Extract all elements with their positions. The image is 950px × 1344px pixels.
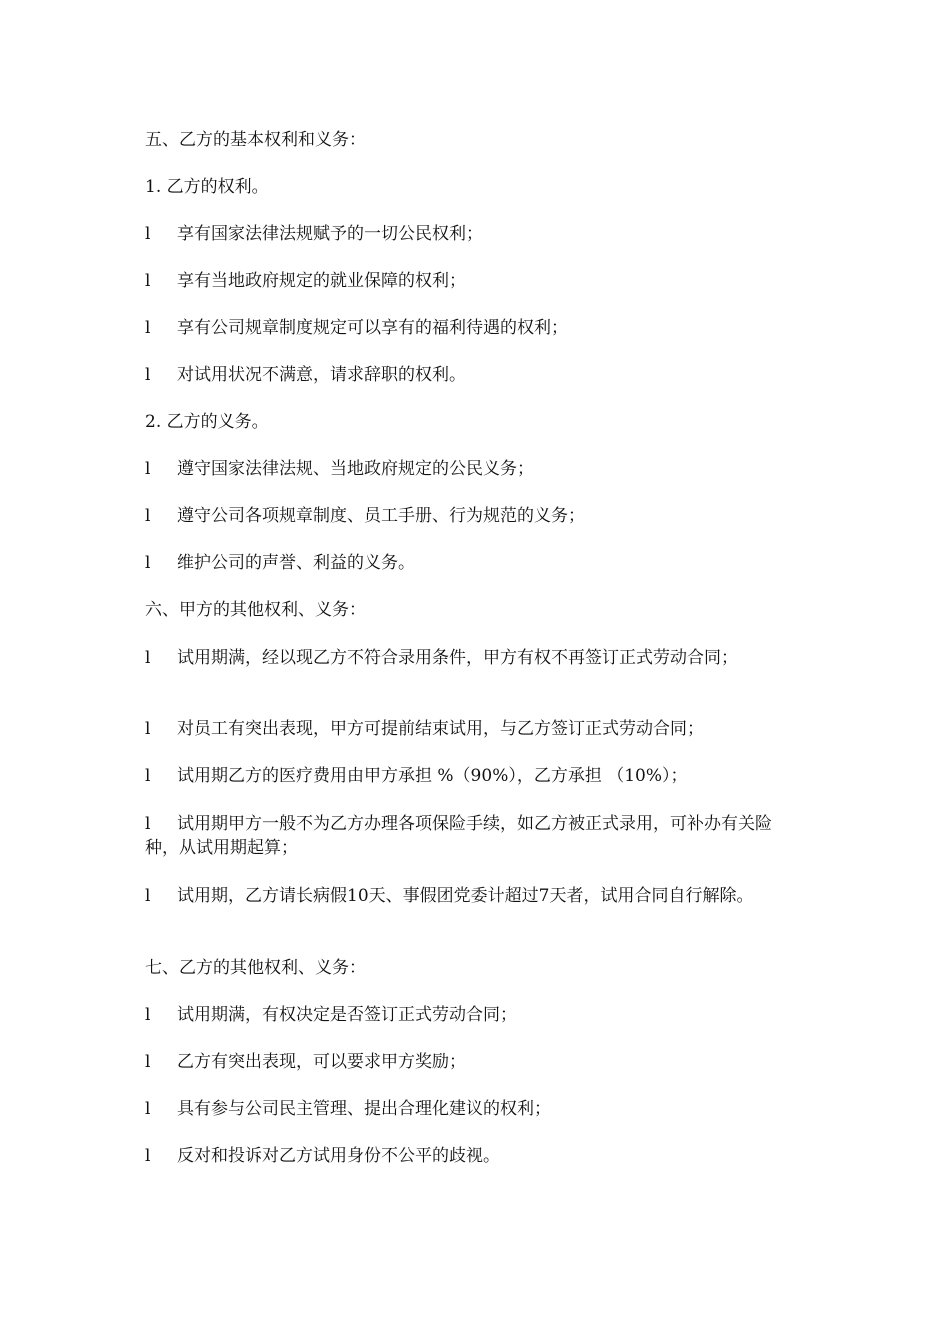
bullet-marker: l (145, 1099, 151, 1119)
bullet-marker: l (145, 365, 151, 385)
list-item: l 乙方有突出表现，可以要求甲方奖励； (145, 1052, 466, 1072)
list-item: l 试用期乙方的医疗费用由甲方承担 %（90%），乙方承担 （10%）； (145, 766, 688, 786)
rights-subheading: 1. 乙方的权利。 (145, 177, 269, 197)
list-item: l 遵守公司各项规章制度、员工手册、行为规范的义务； (145, 506, 585, 526)
list-item: l 享有公司规章制度规定可以享有的福利待遇的权利； (145, 318, 568, 338)
list-item: l 遵守国家法律法规、当地政府规定的公民义务； (145, 459, 534, 479)
bullet-marker: l (145, 648, 151, 668)
list-item: l 对试用状况不满意，请求辞职的权利。 (145, 365, 466, 385)
bullet-marker: l (145, 506, 151, 526)
list-item: l 维护公司的声誉、利益的义务。 (145, 553, 415, 573)
list-item: l 对员工有突出表现，甲方可提前结束试用，与乙方签订正式劳动合同； (145, 719, 704, 739)
bullet-marker: l (145, 459, 151, 479)
bullet-marker: l (145, 224, 151, 244)
bullet-marker: l (145, 553, 151, 573)
bullet-marker: l (145, 318, 151, 338)
bullet-marker: l (145, 1146, 151, 1166)
bullet-marker: l (145, 766, 151, 786)
list-item: l 具有参与公司民主管理、提出合理化建议的权利； (145, 1099, 551, 1119)
list-item: l 享有当地政府规定的就业保障的权利； (145, 271, 466, 291)
section-five-heading: 五、乙方的基本权利和义务： (145, 130, 366, 150)
duties-subheading: 2. 乙方的义务。 (145, 412, 269, 432)
section-seven-heading: 七、乙方的其他权利、义务： (145, 958, 366, 978)
bullet-marker: l (145, 271, 151, 291)
list-item: l 反对和投诉对乙方试用身份不公平的歧视。 (145, 1146, 500, 1166)
list-item: l 试用期满，经以现乙方不符合录用条件，甲方有权不再签订正式劳动合同； (145, 648, 738, 668)
section-six-heading: 六、甲方的其他权利、义务： (145, 600, 366, 620)
list-item: l 试用期，乙方请长病假10天、事假团党委计超过7天者，试用合同自行解除。 (145, 886, 754, 906)
bullet-marker: l (145, 719, 151, 739)
list-item: l 享有国家法律法规赋予的一切公民权利； (145, 224, 483, 244)
list-item: l 试用期甲方一般不为乙方办理各项保险手续，如乙方被正式录用，可补办有关险种，从试用期起算； (145, 814, 772, 858)
bullet-marker: l (145, 886, 151, 906)
bullet-marker: l (145, 814, 151, 834)
bullet-marker: l (145, 1052, 151, 1072)
list-item: l 试用期满，有权决定是否签订正式劳动合同； (145, 1005, 517, 1025)
bullet-marker: l (145, 1005, 151, 1025)
